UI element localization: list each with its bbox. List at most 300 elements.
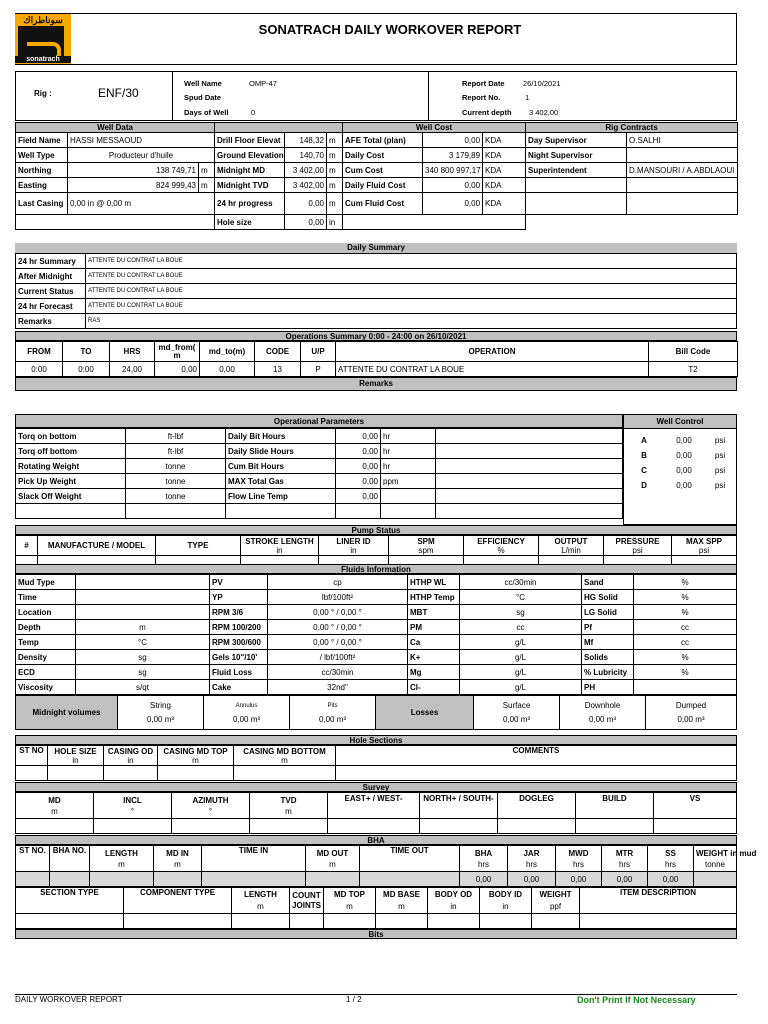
table-cell bbox=[602, 846, 648, 872]
table-cell: Depth bbox=[16, 620, 76, 635]
table-cell: 0,00 bbox=[336, 474, 381, 489]
table-cell: 0,00 bbox=[155, 362, 200, 377]
bits-header: Bits bbox=[15, 929, 737, 939]
table-cell: % bbox=[634, 665, 737, 680]
table-cell: md_to(m) bbox=[200, 342, 255, 362]
table-cell: After Midnight bbox=[16, 269, 86, 284]
table-cell: cc bbox=[634, 635, 737, 650]
cell-text: LENGTH bbox=[244, 889, 277, 899]
table-cell: m bbox=[199, 163, 215, 178]
table-cell bbox=[16, 215, 215, 230]
table-cell: AFE Total (plan) bbox=[343, 133, 423, 148]
table-cell: cc bbox=[634, 620, 737, 635]
table-cell: HRS bbox=[110, 342, 155, 362]
table-cell: 3 179,89 bbox=[423, 148, 483, 163]
table-cell bbox=[16, 872, 50, 887]
table-cell: in bbox=[327, 215, 343, 230]
day-supervisor: O.SALHI bbox=[627, 133, 738, 148]
table-cell: lbf/100ft² bbox=[268, 590, 408, 605]
table-cell: 32nd" bbox=[268, 680, 408, 695]
table-cell bbox=[343, 215, 526, 230]
table-cell bbox=[604, 536, 672, 556]
table-cell: KDA bbox=[483, 133, 526, 148]
table-cell bbox=[104, 766, 158, 781]
operation-description: ATTENTE DU CONTRAT LA BOUE bbox=[336, 362, 649, 377]
midnight-volumes-label: Midnight volumes bbox=[16, 696, 118, 730]
cell-text: MAX SPP bbox=[685, 536, 722, 546]
rig-contracts-header: Rig Contracts bbox=[526, 123, 738, 133]
table-cell: RPM 300/600 bbox=[210, 635, 268, 650]
table-cell: ITEM DESCRIPTION bbox=[580, 888, 737, 914]
table-cell: Rotating Weight bbox=[16, 459, 126, 474]
table-cell: Ca bbox=[408, 635, 460, 650]
table-cell: m bbox=[199, 178, 215, 193]
table-cell: 0,00 bbox=[285, 193, 327, 215]
table-cell bbox=[232, 888, 290, 914]
table-cell: Well Type bbox=[16, 148, 68, 163]
cell-text: SS bbox=[665, 848, 676, 858]
table-cell bbox=[436, 504, 623, 519]
table-cell bbox=[336, 766, 737, 781]
table-cell: Mud Type bbox=[16, 575, 76, 590]
table-cell bbox=[250, 819, 328, 834]
table-cell: 340 800 997,17 bbox=[423, 163, 483, 178]
table-cell bbox=[154, 846, 202, 872]
table-cell bbox=[654, 793, 737, 819]
table-cell: 0,00 bbox=[460, 872, 508, 887]
table-cell: hr bbox=[381, 444, 436, 459]
cell-text: m bbox=[346, 901, 353, 911]
table-cell: OPERATION bbox=[336, 342, 649, 362]
table-cell: % Lubricity bbox=[582, 665, 634, 680]
table-cell: 0,00 bbox=[676, 481, 692, 490]
table-cell: % bbox=[634, 605, 737, 620]
table-cell bbox=[48, 766, 104, 781]
table-cell bbox=[436, 444, 623, 459]
table-cell: Bill Code bbox=[649, 342, 738, 362]
cell-text: hrs bbox=[572, 859, 585, 869]
table-cell: Cake bbox=[210, 680, 268, 695]
cell-text: m bbox=[118, 859, 125, 869]
table-cell bbox=[627, 178, 738, 193]
table-cell: ATTENTE DU CONTRAT LA BOUE bbox=[86, 284, 737, 299]
table-cell bbox=[420, 793, 498, 819]
table-cell: Fluid Loss bbox=[210, 665, 268, 680]
table-cell: 0,00 bbox=[556, 872, 602, 887]
table-cell bbox=[436, 474, 623, 489]
table-cell: 0,00 bbox=[200, 362, 255, 377]
table-cell: Night Supervisor bbox=[526, 148, 627, 163]
table-cell bbox=[324, 888, 376, 914]
table-cell: Cum Cost bbox=[343, 163, 423, 178]
header-box bbox=[15, 13, 737, 65]
cell-text: ° bbox=[208, 806, 213, 816]
table-cell: Mg bbox=[408, 665, 460, 680]
footer-notice: Don't Print If Not Necessary bbox=[577, 995, 696, 1005]
table-cell bbox=[215, 123, 343, 133]
table-cell: 3 402,00 bbox=[285, 178, 327, 193]
table-cell bbox=[498, 819, 576, 834]
cell-text: m bbox=[329, 859, 336, 869]
table-cell: 0,00 bbox=[285, 215, 327, 230]
cell-text: JAR bbox=[523, 848, 540, 858]
cell-text: 0,00 m³ bbox=[502, 714, 531, 724]
table-cell bbox=[376, 914, 428, 929]
cell-text: WEIGHT in mud bbox=[696, 848, 757, 858]
field-name: HASSI MESSAOUD bbox=[68, 133, 215, 148]
table-cell: m bbox=[327, 163, 343, 178]
table-cell bbox=[319, 536, 389, 556]
table-cell: Day Supervisor bbox=[526, 133, 627, 148]
cell-text: LENGTH bbox=[105, 848, 138, 858]
cell-text: % bbox=[497, 545, 505, 555]
table-cell: psi bbox=[714, 436, 726, 445]
table-cell: tonne bbox=[126, 474, 226, 489]
table-cell bbox=[76, 590, 210, 605]
table-cell bbox=[16, 746, 48, 766]
cell-text: String bbox=[150, 700, 171, 710]
survey-section bbox=[15, 782, 737, 834]
cell-text: 0,00 m³ bbox=[588, 714, 617, 724]
cell-text: 0,00 m³ bbox=[146, 714, 175, 724]
table-cell: 3 402,00 bbox=[285, 163, 327, 178]
table-cell: 0,00 bbox=[676, 451, 692, 460]
cell-text: DOGLEG bbox=[519, 794, 554, 803]
cell-text: m bbox=[51, 806, 58, 816]
table-cell bbox=[428, 888, 480, 914]
table-cell: 0,00 ° / 0,00 ° bbox=[268, 605, 408, 620]
cell-text: CASING MD TOP bbox=[163, 746, 228, 756]
table-cell: 0,00 bbox=[602, 872, 648, 887]
table-cell: % bbox=[634, 575, 737, 590]
table-cell: D bbox=[641, 481, 647, 490]
table-cell: U/P bbox=[301, 342, 336, 362]
table-cell: RAS bbox=[86, 314, 737, 329]
table-cell bbox=[634, 680, 737, 695]
table-cell: Gels 10"/10' bbox=[210, 650, 268, 665]
table-cell: sg bbox=[76, 650, 210, 665]
table-cell bbox=[158, 746, 234, 766]
table-cell: 148,32 bbox=[285, 133, 327, 148]
table-cell bbox=[436, 489, 623, 504]
table-cell: 0,00 bbox=[648, 872, 694, 887]
table-cell bbox=[526, 178, 627, 193]
cell-text: MD bbox=[48, 795, 61, 805]
well-control-header: Well Control bbox=[624, 415, 736, 429]
table-cell: PH bbox=[582, 680, 634, 695]
table-cell bbox=[480, 914, 532, 929]
table-cell bbox=[576, 819, 654, 834]
cell-text: m bbox=[398, 901, 405, 911]
table-cell bbox=[90, 846, 154, 872]
cell-text: MWD bbox=[568, 848, 589, 858]
table-cell: Viscosity bbox=[16, 680, 76, 695]
table-cell: sg bbox=[76, 665, 210, 680]
table-cell: LG Solid bbox=[582, 605, 634, 620]
table-cell: ft-lbf bbox=[126, 444, 226, 459]
cell-text: HOLE SIZE bbox=[54, 746, 97, 756]
table-cell: g/L bbox=[460, 680, 582, 695]
cell-text: SPM bbox=[417, 536, 435, 546]
cell-text: hrs bbox=[618, 859, 631, 869]
table-cell: C bbox=[641, 466, 647, 475]
table-cell: KDA bbox=[483, 148, 526, 163]
table-cell: / lbf/100ft² bbox=[268, 650, 408, 665]
table-cell bbox=[526, 215, 738, 230]
cell-text: in bbox=[72, 755, 79, 765]
well-name: OMP-47 bbox=[249, 79, 277, 88]
cell-text: INCL bbox=[123, 795, 142, 805]
cell-text: Surface bbox=[502, 700, 531, 710]
cell-text: NORTH+ / SOUTH- bbox=[423, 794, 494, 803]
well-type: Producteur d'huile bbox=[68, 148, 215, 163]
table-cell bbox=[306, 872, 360, 887]
cell-text: COMMENTS bbox=[512, 746, 560, 755]
table-cell: Pick Up Weight bbox=[16, 474, 126, 489]
table-cell: PM bbox=[408, 620, 460, 635]
table-cell bbox=[16, 914, 124, 929]
table-cell: Last Casing bbox=[16, 193, 68, 215]
table-cell bbox=[381, 504, 436, 519]
table-cell: 0,00 bbox=[336, 429, 381, 444]
table-cell bbox=[539, 536, 604, 556]
table-cell: cc bbox=[460, 620, 582, 635]
superintendent: D.MANSOURI / A.ABDLAOUI bbox=[627, 163, 738, 178]
cell-text: Pits bbox=[327, 702, 338, 709]
cell-text: CASING OD bbox=[107, 746, 154, 756]
cell-text: STROKE LENGTH bbox=[245, 536, 314, 546]
table-cell: YP bbox=[210, 590, 268, 605]
table-cell: Daily Slide Hours bbox=[226, 444, 336, 459]
well-control-section bbox=[623, 414, 737, 525]
table-cell: Torq off bottom bbox=[16, 444, 126, 459]
table-cell: Daily Cost bbox=[343, 148, 423, 163]
table-cell bbox=[232, 914, 290, 929]
table-cell bbox=[202, 846, 306, 872]
table-cell bbox=[376, 888, 428, 914]
cell-text: BHA NO. bbox=[52, 846, 87, 855]
table-cell: 0,00 ° / 0,00 ° bbox=[268, 635, 408, 650]
table-cell bbox=[172, 819, 250, 834]
table-cell: RPM 100/200 bbox=[210, 620, 268, 635]
table-cell: hr bbox=[381, 429, 436, 444]
table-cell bbox=[48, 746, 104, 766]
cell-text: BODY OD bbox=[434, 889, 473, 899]
table-cell bbox=[16, 846, 50, 872]
table-cell: ATTENTE DU CONTRAT LA BOUE bbox=[86, 269, 737, 284]
table-cell: % bbox=[634, 650, 737, 665]
table-cell bbox=[172, 793, 250, 819]
table-cell bbox=[204, 696, 290, 730]
table-cell bbox=[532, 914, 580, 929]
sonatrach-logo: سوناطراك sonatrach bbox=[15, 14, 71, 64]
table-cell: T2 bbox=[649, 362, 738, 377]
table-cell bbox=[234, 746, 336, 766]
cell-text: in bbox=[276, 545, 283, 555]
rig-label: Rig : bbox=[34, 89, 52, 98]
cell-text: in bbox=[502, 901, 509, 911]
table-cell: 24,00 bbox=[110, 362, 155, 377]
report-title: SONATRACH DAILY WORKOVER REPORT bbox=[258, 22, 522, 37]
table-cell: md_from( m bbox=[155, 342, 200, 362]
table-cell: Field Name bbox=[16, 133, 68, 148]
table-cell bbox=[360, 872, 460, 887]
cell-text: tonne bbox=[704, 859, 726, 869]
table-cell bbox=[241, 536, 319, 556]
cell-text: 0,00 m³ bbox=[232, 714, 261, 724]
rig-value: ENF/30 bbox=[98, 86, 139, 100]
table-cell: 13 bbox=[255, 362, 301, 377]
well-data-section bbox=[15, 122, 737, 230]
table-cell bbox=[202, 872, 306, 887]
table-cell: Midnight TVD bbox=[215, 178, 285, 193]
table-cell bbox=[16, 793, 94, 819]
cell-text: psi bbox=[632, 545, 643, 555]
table-cell bbox=[464, 536, 539, 556]
table-cell bbox=[480, 888, 532, 914]
table-cell bbox=[50, 846, 90, 872]
cell-text: in bbox=[350, 545, 357, 555]
table-cell: Pf bbox=[582, 620, 634, 635]
table-cell bbox=[654, 819, 737, 834]
cell-text: ST NO. bbox=[19, 846, 46, 855]
table-cell bbox=[436, 459, 623, 474]
table-cell: COMPONENT TYPE bbox=[124, 888, 232, 914]
table-cell: 0,00 in @ 0,00 m bbox=[68, 193, 215, 215]
cell-text: 0,00 m³ bbox=[677, 714, 705, 724]
daily-summary-section bbox=[15, 243, 737, 329]
cell-text: hrs bbox=[525, 859, 538, 869]
table-cell: Northing bbox=[16, 163, 68, 178]
operations-section bbox=[15, 331, 737, 391]
table-cell: ppm bbox=[381, 474, 436, 489]
days-of-well: 0 bbox=[251, 108, 256, 117]
table-cell: 0,00 bbox=[336, 489, 381, 504]
table-cell: Flow Line Temp bbox=[226, 489, 336, 504]
table-cell bbox=[672, 536, 737, 556]
cell-text: TIME OUT bbox=[390, 846, 429, 855]
cell-text: m bbox=[281, 755, 288, 765]
table-cell: CODE bbox=[255, 342, 301, 362]
table-cell: g/L bbox=[460, 665, 582, 680]
table-cell bbox=[420, 819, 498, 834]
table-cell: m bbox=[327, 193, 343, 215]
table-cell: MAX Total Gas bbox=[226, 474, 336, 489]
cell-text: BODY ID bbox=[488, 889, 523, 899]
table-cell: 0,00 bbox=[423, 133, 483, 148]
table-cell bbox=[90, 872, 154, 887]
table-cell bbox=[694, 872, 737, 887]
table-cell bbox=[336, 504, 381, 519]
daily-summary-header: Daily Summary bbox=[15, 243, 737, 253]
well-cost-header: Well Cost bbox=[343, 123, 526, 133]
table-cell: psi bbox=[714, 466, 726, 475]
table-cell bbox=[694, 846, 757, 872]
table-cell: KDA bbox=[483, 193, 526, 215]
cell-text: Annulus bbox=[235, 702, 258, 709]
table-cell bbox=[560, 696, 646, 730]
table-cell bbox=[154, 872, 202, 887]
table-cell: KDA bbox=[483, 178, 526, 193]
op-params-section bbox=[15, 414, 623, 519]
cell-text: LINER ID bbox=[336, 536, 371, 546]
table-cell: MANUFACTURE / MODEL bbox=[38, 536, 156, 556]
table-cell bbox=[50, 872, 90, 887]
table-cell: 0,00 bbox=[508, 872, 556, 887]
table-cell bbox=[76, 575, 210, 590]
table-cell: Cl- bbox=[408, 680, 460, 695]
table-cell: m bbox=[327, 133, 343, 148]
table-cell: 0,00 ° / 0,00 ° bbox=[268, 620, 408, 635]
cell-text: hrs bbox=[477, 859, 490, 869]
table-cell: Daily Bit Hours bbox=[226, 429, 336, 444]
table-cell: s/qt bbox=[76, 680, 210, 695]
cell-text: PRESSURE bbox=[615, 536, 660, 546]
bha-section bbox=[15, 835, 757, 939]
table-cell: m bbox=[327, 178, 343, 193]
table-cell: Torq on bottom bbox=[16, 429, 126, 444]
table-cell bbox=[580, 914, 737, 929]
cell-text: BUILD bbox=[602, 794, 627, 803]
table-cell bbox=[226, 504, 336, 519]
ops-summary-header: Operations Summary 0:00 - 24:00 on 26/10/2021 bbox=[15, 331, 737, 341]
current-depth: 3 402,00 bbox=[529, 108, 559, 117]
table-cell: HTHP WL bbox=[408, 575, 460, 590]
table-cell: RPM 3/6 bbox=[210, 605, 268, 620]
table-cell: m bbox=[76, 620, 210, 635]
table-cell: Easting bbox=[16, 178, 68, 193]
table-cell: 0,00 bbox=[423, 193, 483, 215]
cell-text: hrs bbox=[664, 859, 677, 869]
table-cell: Slack Off Weight bbox=[16, 489, 126, 504]
table-cell: cc/30min bbox=[460, 575, 582, 590]
table-cell: Cum Bit Hours bbox=[226, 459, 336, 474]
table-cell bbox=[124, 914, 232, 929]
cell-text: MD BASE bbox=[383, 889, 420, 899]
table-cell: Mf bbox=[582, 635, 634, 650]
table-cell bbox=[389, 536, 464, 556]
table-cell bbox=[126, 504, 226, 519]
table-cell: # bbox=[16, 536, 38, 556]
table-cell: Time bbox=[16, 590, 76, 605]
table-cell bbox=[328, 793, 420, 819]
table-cell bbox=[648, 846, 694, 872]
table-cell: 0,00 bbox=[423, 178, 483, 193]
table-cell bbox=[16, 504, 126, 519]
table-cell: Superintendent bbox=[526, 163, 627, 178]
table-cell bbox=[94, 793, 172, 819]
table-cell: 0:00 bbox=[16, 362, 63, 377]
table-cell: K+ bbox=[408, 650, 460, 665]
table-cell: MBT bbox=[408, 605, 460, 620]
cell-text: ST NO bbox=[19, 746, 44, 755]
cell-text: spm bbox=[418, 545, 434, 555]
table-cell: % bbox=[634, 590, 737, 605]
table-cell: Current Status bbox=[16, 284, 86, 299]
table-cell: FROM bbox=[16, 342, 63, 362]
hole-sections-header: Hole Sections bbox=[15, 735, 737, 745]
table-cell: B bbox=[641, 451, 647, 460]
table-cell: Location bbox=[16, 605, 76, 620]
table-cell: 0:00 bbox=[63, 362, 110, 377]
table-cell bbox=[324, 914, 376, 929]
table-cell bbox=[290, 914, 324, 929]
table-cell bbox=[460, 846, 508, 872]
table-cell: TO bbox=[63, 342, 110, 362]
table-cell bbox=[428, 914, 480, 929]
table-cell: Temp bbox=[16, 635, 76, 650]
table-cell: ECD bbox=[16, 665, 76, 680]
